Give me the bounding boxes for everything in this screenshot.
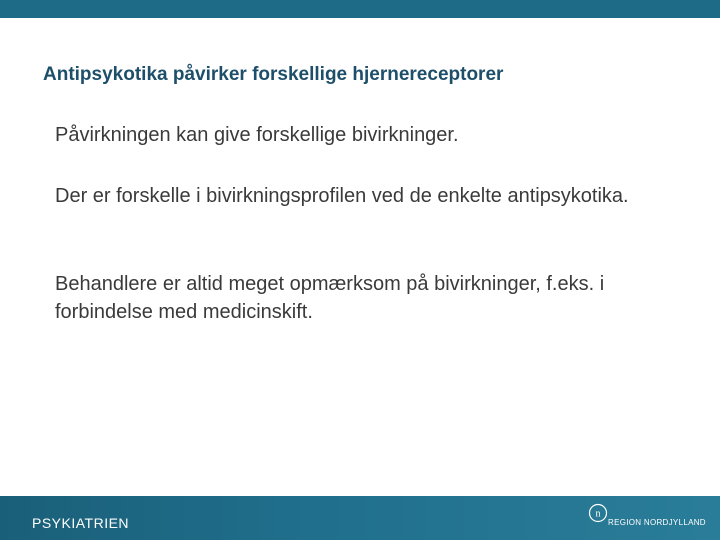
logo-glyph: n: [595, 508, 601, 520]
slide-title: Antipsykotika påvirker forskellige hjernereceptorer: [43, 64, 504, 85]
paragraph-profile-differences: Der er forskelle i bivirkningsprofilen ved de enkelte antipsykotika.: [55, 185, 629, 207]
footer-brand-label: PSYKIATRIEN: [32, 515, 130, 531]
paragraph-side-effects: Påvirkningen kan give forskellige bivirkninger.: [55, 124, 459, 146]
top-accent-bar: [0, 0, 720, 18]
region-nordjylland-logo-icon: [588, 503, 608, 523]
footer-region-label: REGION NORDJYLLAND: [608, 518, 706, 527]
paragraph-attention: Behandlere er altid meget opmærksom på bivirkninger, f.eks. i forbindelse med medicinskift.: [55, 273, 605, 323]
